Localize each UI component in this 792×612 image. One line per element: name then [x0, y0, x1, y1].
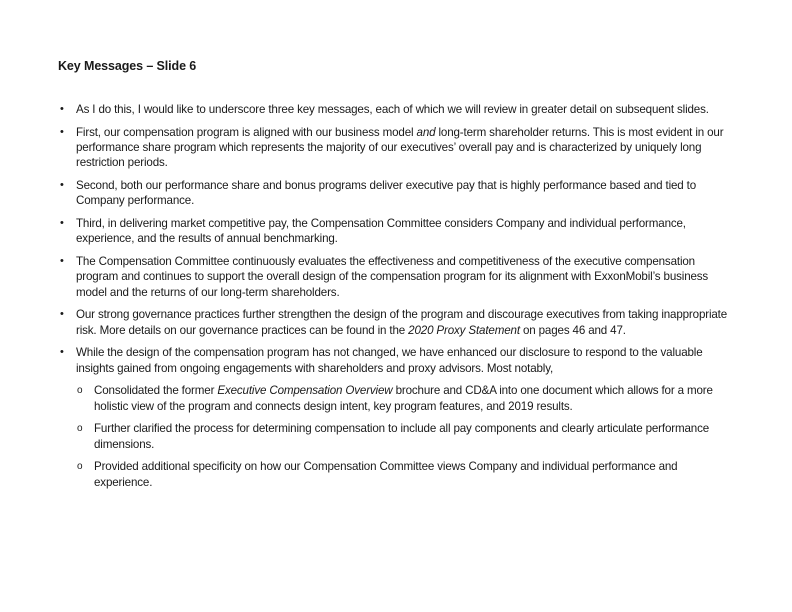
list-item	[58, 216, 738, 247]
hollow-bullet-icon: o	[77, 385, 83, 397]
bullet-icon: •	[60, 125, 64, 138]
bullet-icon: •	[60, 103, 64, 115]
list-item	[58, 102, 738, 117]
list-item-text: While the design of the compensation program has not changed, we have enhanced our disclosure to respond to the valuable insights gained from ongoing engagements with shareholders and proxy advisors. Most notably,	[76, 346, 703, 375]
bullet-icon: •	[60, 255, 64, 267]
bullet-icon: •	[60, 179, 64, 191]
bullet-icon: •	[60, 346, 64, 359]
hollow-bullet-icon: o	[77, 423, 83, 435]
list-item	[58, 345, 738, 490]
bullet-icon: •	[60, 308, 64, 321]
list-item	[58, 254, 738, 300]
hollow-bullet-icon: o	[77, 461, 83, 473]
sublist-item-text: Consolidated the former Executive Compensation Overview brochure and CD&A into one document which allows for a more holistic view of the program and connects design intent, key program features, and 2019 results.	[94, 384, 713, 413]
list-item-text: First, our compensation program is aligned with our business model and long-term shareholder returns. This is most evident in our performance share program which represents the majority of our executives’ overall pay and is characterized by uniquely long restriction periods.	[76, 125, 724, 170]
list-item-text: As I do this, I would like to underscore three key messages, each of which we will review in greater detail on subsequent slides.	[76, 103, 709, 116]
list-item	[58, 125, 738, 171]
list-item-text: Our strong governance practices further strengthen the design of the program and discourage executives from taking inappropriate risk. More details on our governance practices can be found in the 2020 Proxy Statement on pages 46 and 47.	[76, 308, 728, 337]
list-item	[58, 307, 738, 338]
sublist-item	[58, 459, 738, 490]
document-reference-italic: 2020 Proxy Statement	[408, 323, 520, 337]
disclosure-enhancements-sublist	[76, 383, 738, 490]
list-item	[58, 178, 738, 209]
slide-title: Key Messages – Slide 6	[58, 59, 197, 73]
key-messages-list	[58, 102, 738, 497]
sublist-item	[58, 383, 738, 414]
sublist-item-text: Further clarified the process for determining compensation to include all pay components and clearly articulate performance dimensions.	[94, 422, 710, 451]
bullet-icon: •	[60, 217, 64, 229]
list-item-text: Third, in delivering market competitive pay, the Compensation Committee considers Company and individual performance, experience, and the results of annual benchmarking.	[76, 217, 686, 246]
list-item-text: The Compensation Committee continuously evaluates the effectiveness and competitiveness of the executive compensation program and continues to support the overall design of the compensation program for its alignment with ExxonMobil’s business model and the returns of our long-term shareholders.	[76, 255, 709, 299]
sublist-item-text: Provided additional specificity on how our Compensation Committee views Company and individual performance and experience.	[94, 460, 678, 489]
list-item-text: Second, both our performance share and bonus programs deliver executive pay that is highly performance based and tied to Company performance.	[76, 179, 697, 208]
emphasis-text: and	[416, 125, 436, 139]
document-reference-italic: Executive Compensation Overview	[217, 384, 393, 398]
sublist-item	[58, 421, 738, 452]
